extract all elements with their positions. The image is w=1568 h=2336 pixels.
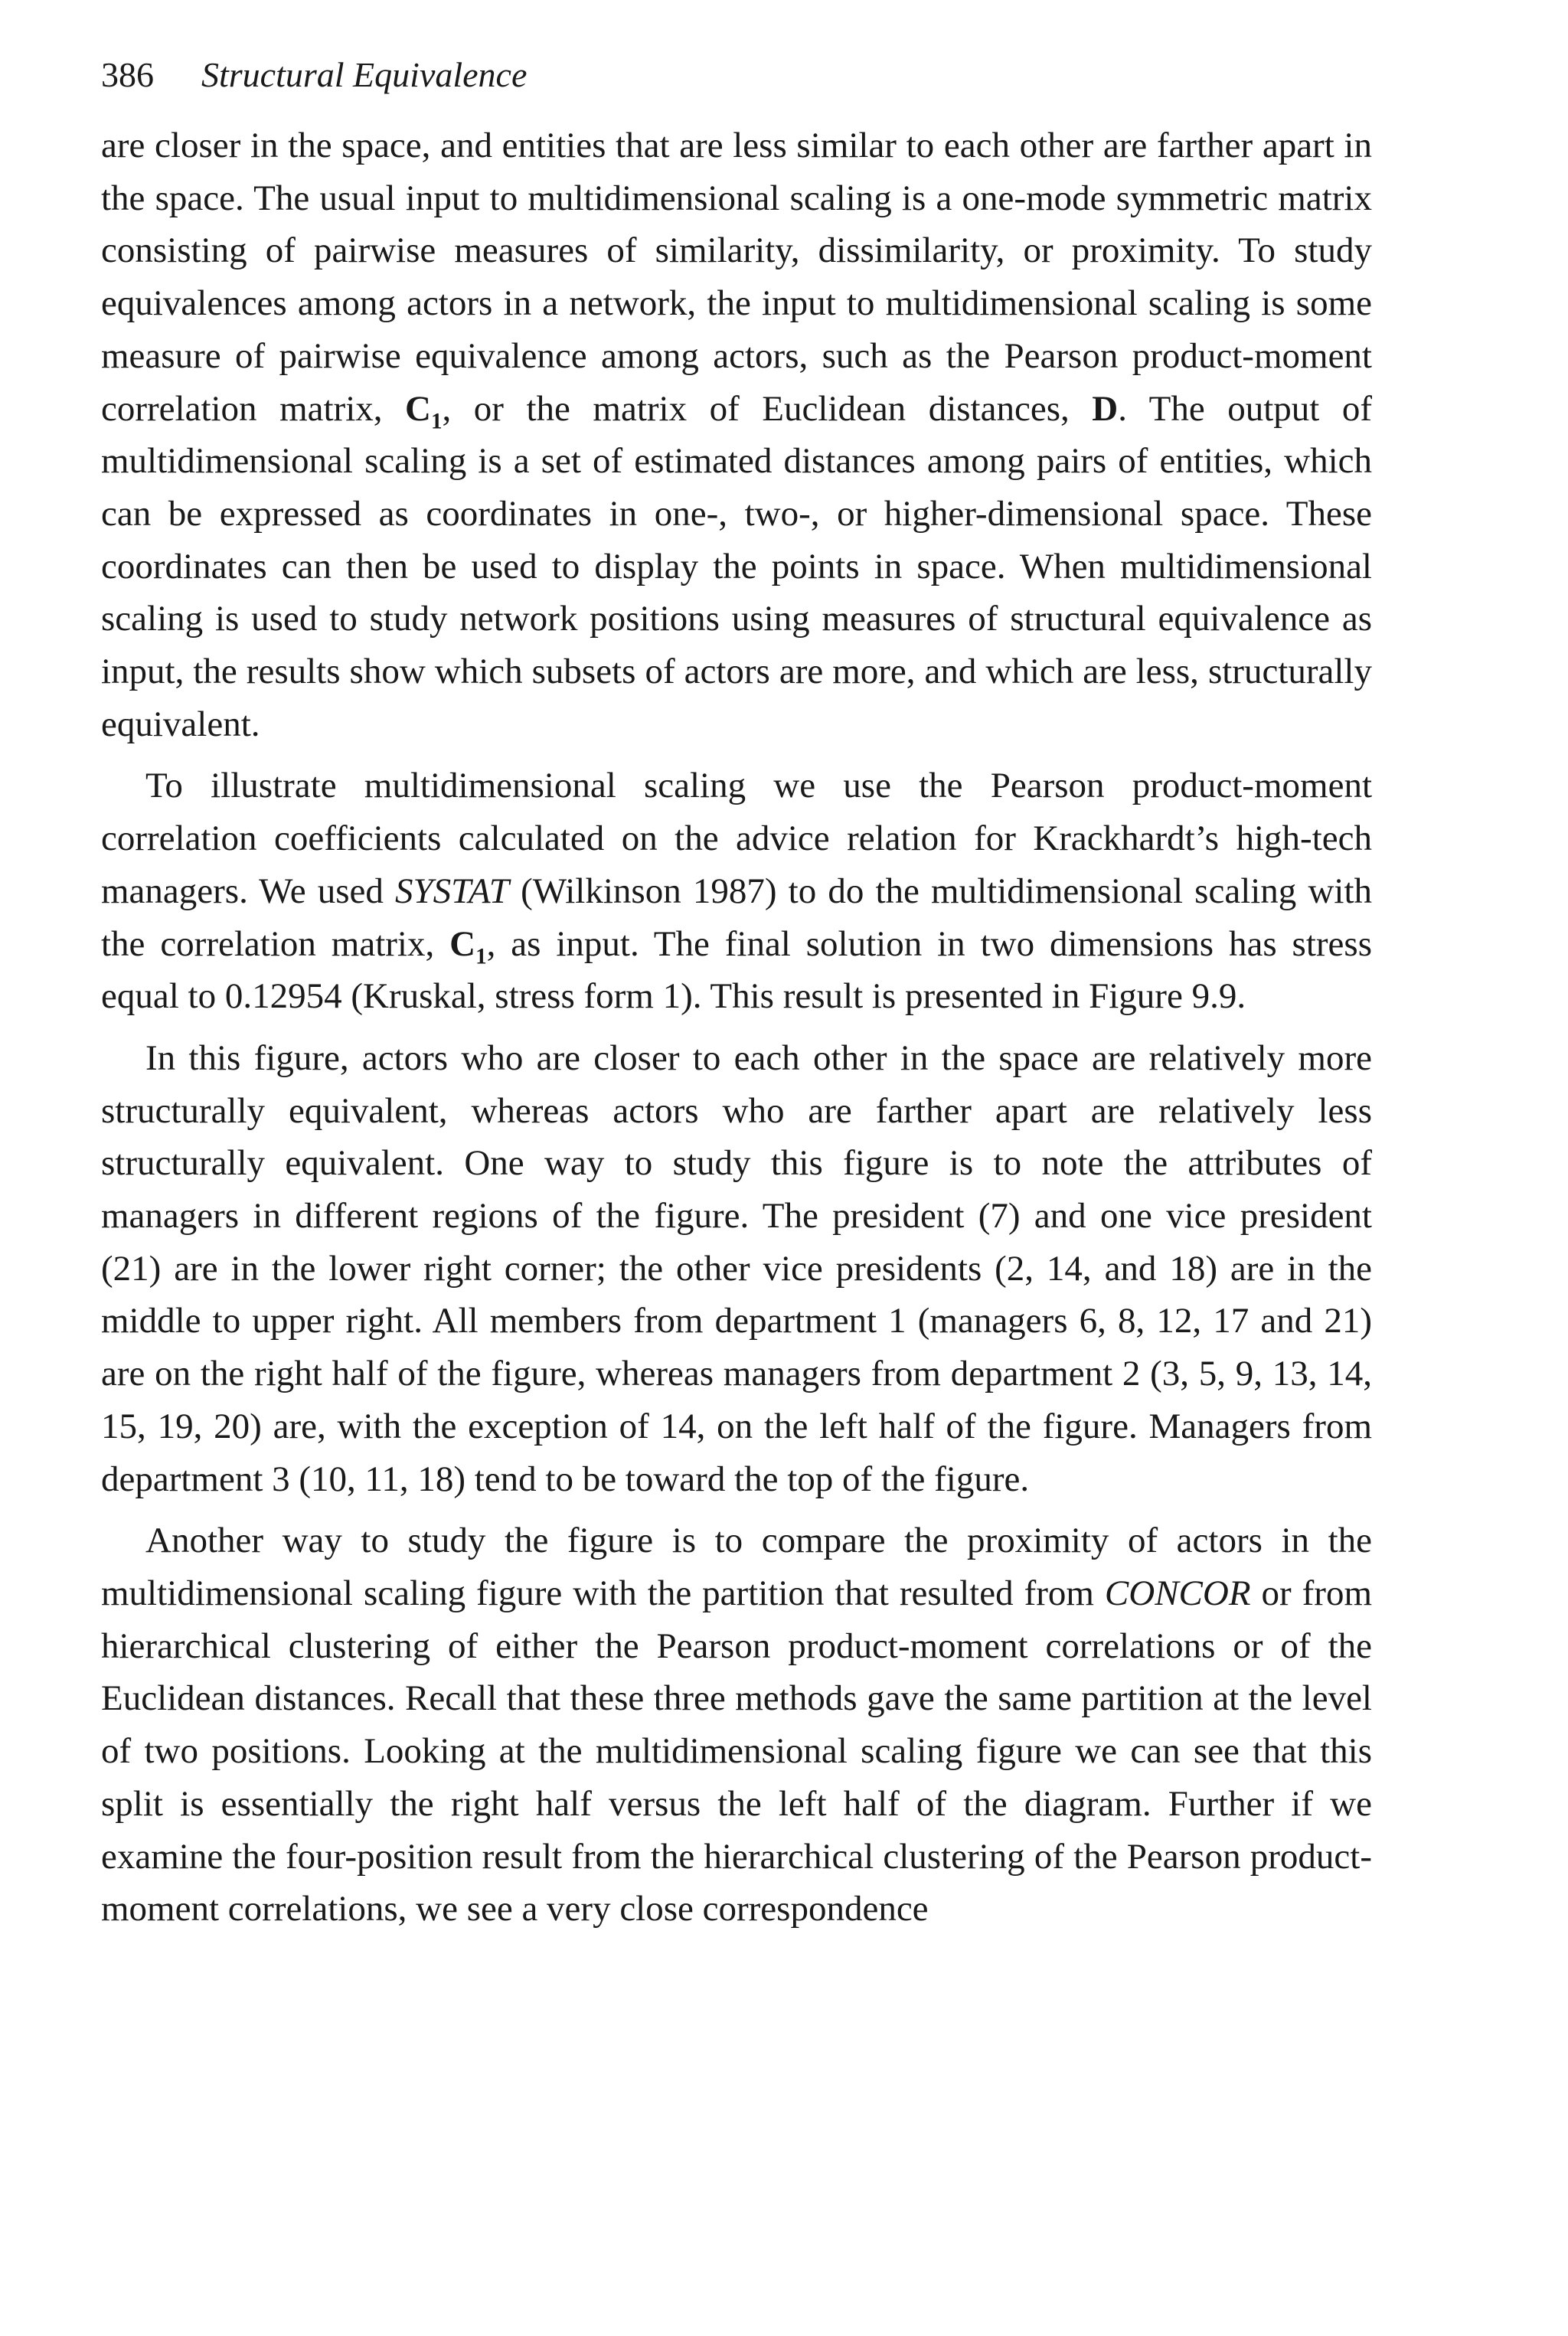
paragraph-text: (Wilkinson 1987) to do the multidimensional scaling with the correlation matrix, [101, 871, 1373, 964]
paragraph-comparison [101, 1514, 1372, 1936]
software-name: SYSTAT [395, 871, 509, 911]
paragraph-text: or from hierarchical clustering of either the Pearson product-moment correlations or of the Euclidean distances. Recall that these three methods gave the same partition at the level of two positions. Looking at the multidimensional scaling figure we can see that this split is essentially the right half versus the left half of the diagram. Further if we examine the four-position result from the hierarchical clustering of the Pearson product-moment correlations, we see a very close correspondence [101, 1573, 1372, 1929]
paragraph-figure-interpretation: In this figure, actors who are closer to each other in the space are relatively more structurally equivalent, whereas actors who are farther apart are relatively less structurally equivalent. One way to study this figure is to note the attributes of managers in different regions of the figure. The president (7) and one vice president (21) are in the lower right corner; the other vice presidents (2, 14, and 18) are in the middle to upper right. All members from department 1 (managers 6, 8, 12, 17 and 21) are on the right half of the figure, whereas managers from department 2 (3, 5, 9, 13, 14, 15, 19, 20) are, with the exception of 14, on the left half of the figure. Managers from department 3 (10, 11, 18) tend to be toward the top of the figure. [101, 1037, 1372, 1499]
section-title: Structural Equivalence [201, 55, 528, 94]
paragraph-illustration [101, 760, 1372, 1023]
paragraph-text: , or the matrix of Euclidean distances, [442, 388, 1093, 429]
paragraph-text: , as input. The final solution in two dimensions has stress equal to 0.12954 (Kruskal, stress form 1). This result is presented in Figure 9.9. [101, 923, 1372, 1017]
paragraph-mds-description [101, 119, 1372, 750]
page-number: 386 [101, 55, 154, 94]
book-page [101, 54, 1372, 1936]
math-symbol-d: D [1092, 388, 1119, 429]
method-name: CONCOR [1104, 1573, 1251, 1613]
paragraph-text: are closer in the space, and entities that are less similar to each other are farther apart in the space. The usual input to multidimensional scaling is a one-mode symmetric matrix consisting of pairwise measures of similarity, dissimilarity, or proximity. To study equivalences among actors in a network, the input to multidimensional scaling is some measure of pairwise equivalence among actors, such as the Pearson product-moment correlation matrix, [101, 126, 1372, 429]
math-symbol-c1: $C_1$ [449, 923, 487, 969]
body-text [101, 119, 1372, 1936]
paragraph-text: . The output of multidimensional scaling is a set of estimated distances among pairs of entities, which can be expressed as coordinates in one-, two-, or higher-dimensional space. These coordinates can then be used to display the points in space. When multidimensional scaling is used to study network positions using measures of structural equivalence as input, the results show which subsets of actors are more, and which are less, structurally equivalent. [101, 388, 1372, 744]
paragraph-text: To illustrate multidimensional scaling we use the Pearson product-moment correlation coefficients calculated on the advice relation for Krackhardt’s high-tech managers. We used [101, 766, 1372, 911]
math-symbol-c1: $C_1$ [405, 388, 443, 433]
paragraph-text: Another way to study the figure is to compare the proximity of actors in the multidimensional scaling figure with the partition that resulted from [101, 1521, 1372, 1613]
running-head [101, 54, 1372, 96]
